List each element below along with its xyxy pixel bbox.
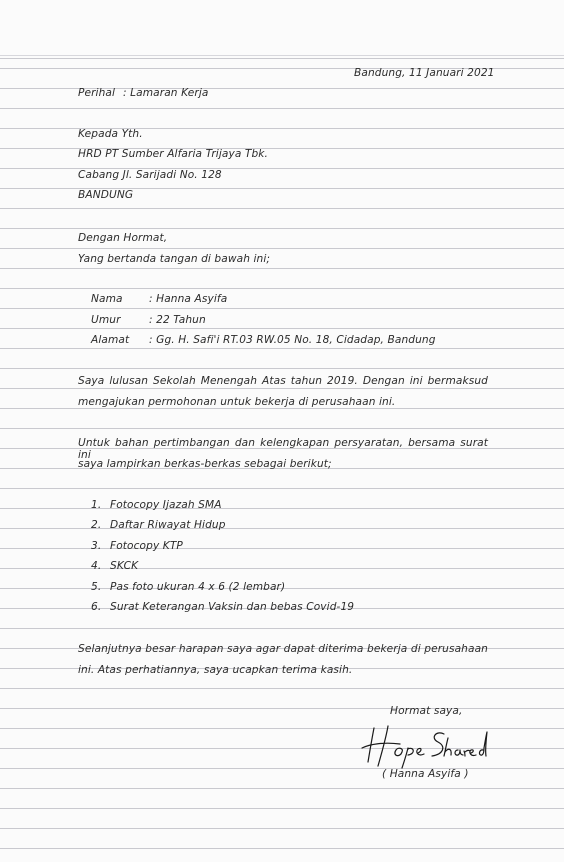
- attachment-text: Fotocopy KTP: [110, 540, 183, 552]
- recipient-line: Cabang Jl. Sarijadi No. 128: [78, 169, 222, 181]
- paragraph-line: Selanjutnya besar harapan saya agar dapat diterima bekerja di perusahaan: [78, 643, 488, 655]
- handwritten-signature: [360, 722, 490, 770]
- identity-row-address: [91, 334, 436, 346]
- attachment-number: 6.: [91, 601, 102, 613]
- identity-label: Nama: [91, 293, 123, 305]
- attachment-number: 4.: [91, 560, 102, 572]
- attachment-number: 5.: [91, 581, 102, 593]
- subject-value: Lamaran Kerja: [130, 87, 209, 99]
- attachment-number: 3.: [91, 540, 102, 552]
- attachment-number: 2.: [91, 519, 102, 531]
- identity-row-age: [91, 314, 206, 326]
- attachment-item: [91, 601, 354, 613]
- attachment-number: 1.: [91, 499, 102, 511]
- attachment-text: Pas foto ukuran 4 x 6 (2 lembar): [110, 581, 286, 593]
- paragraph-line: Untuk bahan pertimbangan dan kelengkapan persyaratan, bersama surat ini: [78, 437, 488, 461]
- subject-line: [78, 87, 208, 99]
- paragraph-line: Saya lulusan Sekolah Menengah Atas tahun 2019. Dengan ini bermaksud: [78, 375, 488, 387]
- subject-separator: :: [123, 87, 127, 99]
- identity-value: : Hanna Asyifa: [149, 293, 228, 305]
- attachment-text: SKCK: [110, 560, 139, 572]
- identity-value: : 22 Tahun: [149, 314, 206, 326]
- header-rule: [0, 55, 564, 56]
- attachment-text: Daftar Riwayat Hidup: [110, 519, 226, 531]
- recipient-line: BANDUNG: [78, 189, 134, 201]
- sign-off: Hormat saya,: [390, 705, 463, 717]
- recipient-line: Kepada Yth.: [78, 128, 143, 140]
- attachment-item: [91, 519, 226, 531]
- letter-date: Bandung, 11 Januari 2021: [354, 67, 495, 79]
- paragraph-line: ini. Atas perhatiannya, saya ucapkan terima kasih.: [78, 664, 353, 676]
- identity-label: Alamat: [91, 334, 130, 346]
- attachment-item: [91, 581, 285, 593]
- attachment-text: Fotocopy Ijazah SMA: [110, 499, 222, 511]
- signer-name: ( Hanna Asyifa ): [382, 768, 469, 780]
- intro-line: Yang bertanda tangan di bawah ini;: [78, 253, 271, 265]
- paper-header-margin: [0, 0, 564, 59]
- identity-row-name: [91, 293, 227, 305]
- attachment-item: [91, 560, 138, 572]
- attachment-item: [91, 540, 183, 552]
- paragraph-line: mengajukan permohonan untuk bekerja di perusahaan ini.: [78, 396, 396, 408]
- paragraph-line: saya lampirkan berkas-berkas sebagai berikut;: [78, 458, 332, 470]
- recipient-line: HRD PT Sumber Alfaria Trijaya Tbk.: [78, 148, 268, 160]
- identity-value: : Gg. H. Safi'i RT.03 RW.05 No. 18, Cidadap, Bandung: [149, 334, 436, 346]
- identity-label: Umur: [91, 314, 121, 326]
- greeting: Dengan Hormat,: [78, 232, 168, 244]
- subject-label: Perihal: [78, 87, 116, 99]
- attachment-text: Surat Keterangan Vaksin dan bebas Covid-19: [110, 601, 355, 613]
- attachment-item: [91, 499, 222, 511]
